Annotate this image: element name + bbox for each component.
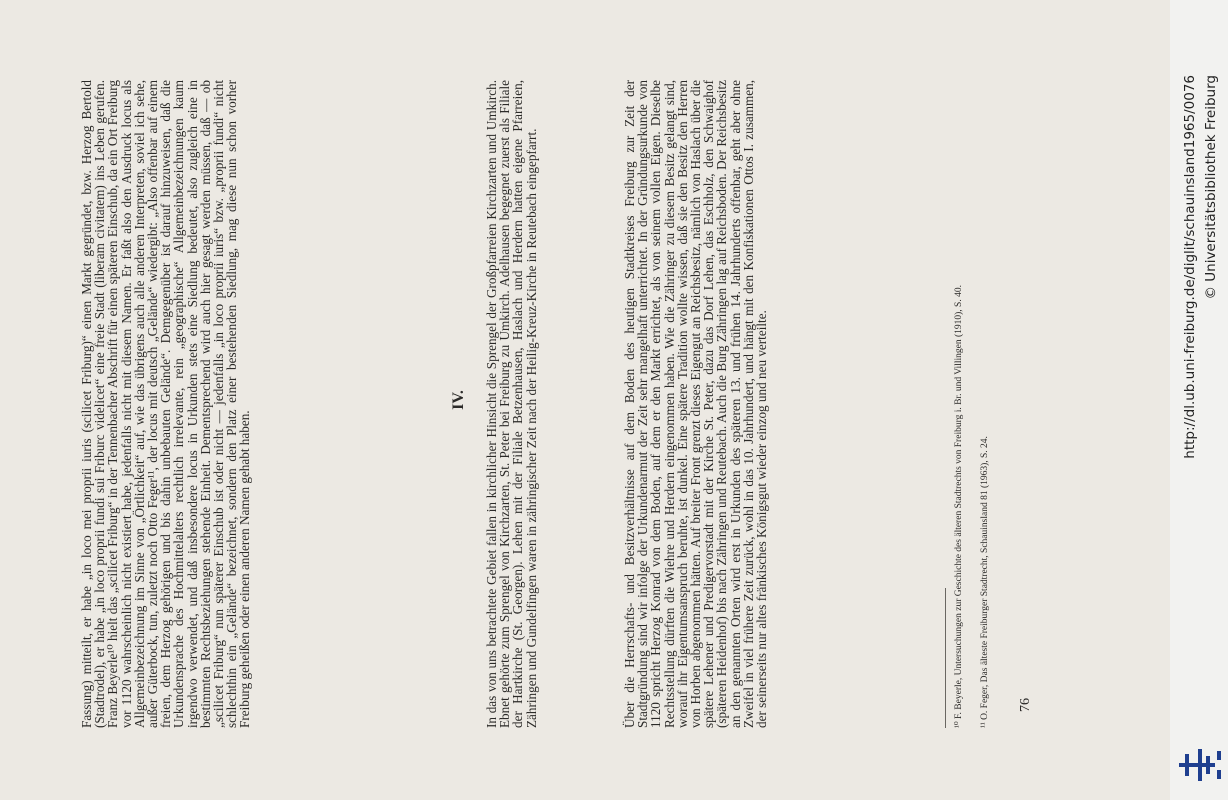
section-heading: IV. <box>450 390 467 410</box>
footnote-divider <box>945 588 946 728</box>
footnote-11: ¹¹ O. Feger, Das älteste Freiburger Stadtrecht, Schauinsland 81 (1963), S. 24. <box>980 436 990 728</box>
paragraph-3: Über die Herrschafts- und Besitzverhältnisse auf dem Boden des heutigen Stadtkreises Freiburg zur Zeit der Stadtgründung sind wir infolge der Urkundenarmut der Zeit sehr mangelhaft unterrichtet. In der Gründungsurkunde von 1120 spricht Herzog Konrad von dem Boden, auf dem er den Markt errichtet, als von seinem vollen Eigen. Dieselbe Rechtsstellung dürften die Wiehre und Herdern eingenommen haben. Wie die Zähringer zu diesem Besitz gelangt sind, worauf ihr Eigentumsanspruch beruhte, ist dunkel. Eine spätere Tradition wollte wissen, daß sie den Besitz den Herren von Horben abgenommen hätten. Auf breiter Front grenzt dieses Eigengut an Reichsbesitz, nämlich von Haslach über die spätere Lehener und Predigervorstadt mit der Kirche St. Peter, dazu das Dorf Lehen, das Eschholz, den Schwaighof (späteren Heidenhof) bis nach Zähringen und Reutebach. Auch die Burg Zähringen lag auf Reichsboden. Der Reichsbesitz an den genannten Orten wird erst in Urkunden des späteren 13. und frühen 14. Jahrhunderts offenbar, geht aber ohne Zweifel in viel frühere Zeit zurück, wohl in das 10. Jahrhundert, und hängt mit den Konfiskationen Ottos I. zusammen, der seinerseits nur altes fränkisches Königsgut wieder einzog und neu verteilte. <box>622 80 770 728</box>
sidebar-rotated-text <box>1170 0 1228 800</box>
copyright-notice: © Universitätsbibliothek Freiburg <box>1203 75 1219 300</box>
ub-freiburg-logo-icon <box>1176 746 1224 784</box>
paragraph-2: In das von uns betrachtete Gebiet fallen in kirchlicher Hinsicht die Sprengel der Großpfarreien Kirchzarten und Umkirch. Ebnet gehörte zum Sprengel von Kirchzarten, St. Peter bei Freiburg zu Umkirch. Adelhausen begegnet zuerst als Filiale der Hartkirche (St. Georgen). Lehen mit der Filiale Betzenhausen, Haslach und Herdern hatten eigene Pfarreien, Zähringen und Gundelfingen waren in zähringischer Zeit nach der Heilig-Kreuz-Kirche in Reutebach eingepfarrt. <box>484 80 539 728</box>
paragraph-1: Fassung) mitteilt, er habe „in loco mei proprii iuris (scilicet Friburg)“ einen Markt gegründet, bzw. Herzog Bertold (Stadtrodel), er habe „in loco proprii fundi sui Friburc videlicet“ eine freie Stadt (liberam civitatem) ins Leben gerufen. Franz Beyerle¹⁰ hielt das „scilicet Friburg“ in der Tennenbacher Abschrift für einen späteren Einschub, da ein Ort Freiburg vor 1120 wahrscheinlich nicht existiert habe, jedenfalls nicht mit diesem Namen. Er faßt also den Ausdruck locus als Allgemeinbezeichnung im Sinne von „Örtlichkeit“ auf, wie das übrigens auch alle anderen Interpreten, soviel ich sehe, außer Güterbock, tun, zuletzt noch Otto Feger¹¹, der locus mit deutsch „Gelände“ wiedergibt: „Also offenbar auf einem freien, dem Herzog gehörigen und bis dahin unbebauten Gelände“. Demgegenüber ist darauf hinzuweisen, daß die Urkundensprache des Hochmittelalters rechtlich irrelevante, rein „geographische“ Allgemeinbezeichnungen kaum irgendwo verwendet, und daß insbesondere locus in Urkunden stets eine Siedlung bedeutet, also zugleich eine in bestimmten Rechtsbeziehungen stehende Einheit. Dementsprechend wird auch hier gesagt werden müssen, daß — ob „scilicet Friburg“ nun späterer Einschub ist oder nicht — jedenfalls „in loco proprii iuris“ bzw. „proprii fundi“ nicht schlechthin ein „Gelände“ bezeichnet, sondern den Platz einer bestehenden Siedlung, mag diese nun schon vorher Freiburg geheißen oder einen anderen Namen gehabt haben. <box>79 80 253 728</box>
page-number: 76 <box>1018 698 1033 712</box>
footnote-10: ¹⁰ F. Beyerle, Untersuchungen zur Geschichte des älteren Stadtrechts von Freiburg i. Br. und Villingen (1910), S. 40. <box>954 285 964 728</box>
source-url-link[interactable]: http://dl.ub.uni-freiburg.de/diglit/schauinsland1965/0076 <box>1182 75 1198 459</box>
viewer-sidebar <box>1170 0 1228 800</box>
